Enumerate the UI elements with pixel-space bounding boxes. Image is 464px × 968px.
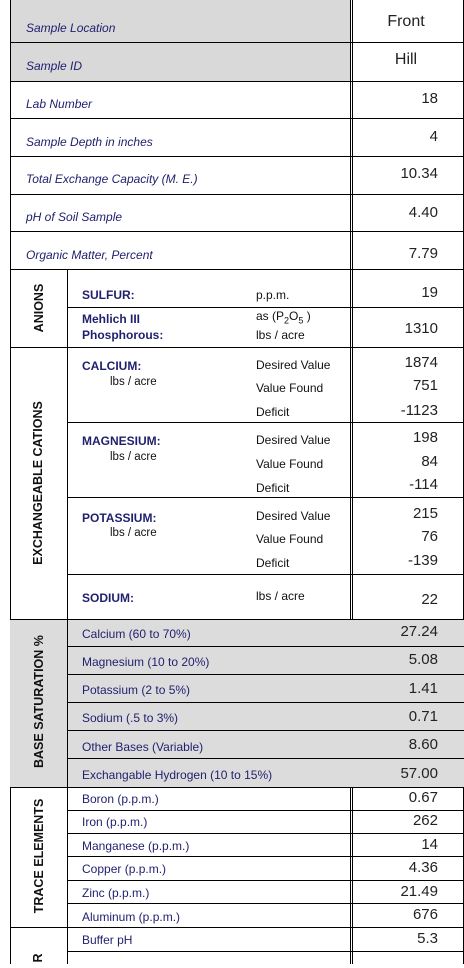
- bs-hydrogen-label: Exchangable Hydrogen (10 to 15%): [82, 768, 273, 782]
- sample-location-label: Sample Location: [26, 21, 116, 35]
- section-column-line: [67, 347, 68, 619]
- row-line: [67, 574, 464, 575]
- sulfur-unit: p.p.m.: [256, 288, 290, 302]
- bs-calcium-label: Calcium (60 to 70%): [82, 627, 191, 641]
- buffer-ph-value: 5.3: [417, 930, 438, 947]
- potassium-desired-value: 215: [412, 505, 438, 522]
- magnesium-desired-label: Desired Value: [256, 433, 331, 447]
- aluminum-value: 676: [412, 906, 438, 923]
- base-saturation-section-label: BASE SATURATION %: [32, 635, 46, 768]
- magnesium-desired-value: 198: [412, 429, 438, 446]
- sample-depth-label: Sample Depth in inches: [26, 135, 153, 149]
- table-left-border: [10, 0, 11, 964]
- calcium-label: CALCIUM:: [82, 359, 142, 373]
- row-line: [10, 231, 464, 232]
- manganese-value: 14: [421, 836, 438, 853]
- phosphorous-label-line1: Mehlich III: [82, 312, 141, 326]
- row-line: [67, 422, 464, 423]
- iron-label: Iron (p.p.m.): [82, 815, 148, 829]
- potassium-found-value: 76: [421, 528, 438, 545]
- bs-sodium-value: 0.71: [408, 708, 438, 725]
- phosphorous-unit-post: ): [303, 309, 311, 323]
- aluminum-label: Aluminum (p.p.m.): [82, 910, 181, 924]
- phosphorous-unit-sub1: 2: [284, 315, 290, 326]
- phosphorous-unit-mid: O: [289, 309, 299, 323]
- lab-number-value: 18: [421, 90, 438, 107]
- sample-id-label: Sample ID: [26, 59, 83, 73]
- magnesium-deficit-value: -114: [409, 476, 438, 493]
- potassium-found-label: Value Found: [256, 532, 324, 546]
- cations-section-label: EXCHANGEABLE CATIONS: [31, 401, 45, 565]
- calcium-sublabel: lbs / acre: [110, 376, 157, 388]
- bs-sodium-label: Sodium (.5 to 3%): [82, 711, 179, 725]
- section-column-line: [67, 927, 68, 964]
- exchange-capacity-value: 10.34: [400, 165, 438, 182]
- row-line: [10, 787, 464, 788]
- section-column-line: [67, 787, 68, 927]
- row-line: [67, 880, 464, 881]
- exchange-capacity-label: Total Exchange Capacity (M. E.): [26, 172, 198, 186]
- potassium-deficit-label: Deficit: [256, 556, 290, 570]
- row-line: [10, 194, 464, 195]
- sample-location-value: Front: [387, 13, 425, 30]
- row-line: [67, 833, 464, 834]
- sodium-value: 22: [421, 591, 438, 608]
- magnesium-found-value: 84: [421, 453, 438, 470]
- calcium-deficit-label: Deficit: [256, 405, 290, 419]
- buffer-ph-label: Buffer pH: [82, 933, 133, 947]
- bs-other-bases-value: 8.60: [408, 736, 438, 753]
- other-section-label: R: [31, 953, 45, 963]
- row-line: [67, 674, 464, 675]
- potassium-label: POTASSIUM:: [82, 511, 157, 525]
- boron-label: Boron (p.p.m.): [82, 792, 159, 806]
- row-line: [67, 856, 464, 857]
- row-line: [67, 730, 464, 731]
- sulfur-label: SULFUR:: [82, 288, 135, 302]
- soil-ph-label: pH of Soil Sample: [26, 210, 123, 224]
- sodium-unit: lbs / acre: [256, 589, 305, 603]
- row-line: [67, 810, 464, 811]
- magnesium-sublabel: lbs / acre: [110, 451, 157, 463]
- organic-matter-label: Organic Matter, Percent: [26, 248, 153, 262]
- calcium-deficit-value: -1123: [400, 402, 438, 419]
- row-line: [67, 646, 464, 647]
- potassium-deficit-value: -139: [407, 552, 438, 569]
- sample-id-value: Hill: [394, 51, 418, 68]
- phosphorous-unit-sub2: 5: [298, 315, 304, 326]
- bs-magnesium-label: Magnesium (10 to 20%): [82, 655, 210, 669]
- soil-ph-value: 4.40: [408, 204, 438, 221]
- phosphorous-unit-line2: lbs / acre: [256, 328, 305, 342]
- row-line: [10, 81, 464, 82]
- trace-elements-section-label: TRACE ELEMENTS: [32, 798, 46, 914]
- phosphorous-unit-pre: as (P: [256, 309, 285, 323]
- row-line: [67, 758, 464, 759]
- calcium-desired-value: 1874: [404, 354, 438, 371]
- copper-label: Copper (p.p.m.): [82, 862, 167, 876]
- potassium-desired-label: Desired Value: [256, 509, 331, 523]
- row-line: [10, 118, 464, 119]
- manganese-label: Manganese (p.p.m.): [82, 839, 190, 853]
- boron-value: 0.67: [408, 789, 438, 806]
- sample-depth-value: 4: [429, 128, 438, 145]
- section-column-line: [67, 269, 68, 347]
- bs-magnesium-value: 5.08: [408, 651, 438, 668]
- row-line: [67, 497, 464, 498]
- sodium-label: SODIUM:: [82, 591, 134, 605]
- row-line: [67, 702, 464, 703]
- zinc-label: Zinc (p.p.m.): [82, 886, 150, 900]
- phosphorous-unit-line1: [256, 309, 311, 325]
- row-line: [10, 927, 464, 928]
- row-line: [10, 269, 464, 270]
- potassium-sublabel: lbs / acre: [110, 527, 157, 539]
- copper-value: 4.36: [408, 859, 438, 876]
- bs-other-bases-label: Other Bases (Variable): [82, 740, 204, 754]
- bs-hydrogen-value: 57.00: [400, 765, 438, 782]
- zinc-value: 21.49: [400, 883, 438, 900]
- section-column-line: [67, 619, 68, 787]
- column-divider: [350, 0, 353, 964]
- lab-number-label: Lab Number: [26, 97, 93, 111]
- phosphorous-label-line2: Phosphorous:: [82, 328, 164, 342]
- calcium-desired-label: Desired Value: [256, 358, 331, 372]
- row-line: [67, 951, 464, 952]
- sulfur-value: 19: [421, 284, 438, 301]
- organic-matter-value: 7.79: [408, 245, 438, 262]
- magnesium-found-label: Value Found: [256, 457, 324, 471]
- magnesium-label: MAGNESIUM:: [82, 434, 161, 448]
- magnesium-deficit-label: Deficit: [256, 481, 290, 495]
- calcium-found-value: 751: [412, 377, 438, 394]
- bs-potassium-label: Potassium (2 to 5%): [82, 683, 191, 697]
- bs-calcium-value: 27.24: [400, 623, 438, 640]
- anions-section-label: ANIONS: [32, 283, 46, 333]
- phosphorous-value: 1310: [404, 320, 438, 337]
- bs-potassium-value: 1.41: [408, 680, 438, 697]
- row-line: [67, 307, 464, 308]
- row-line: [67, 903, 464, 904]
- row-line: [10, 347, 464, 348]
- calcium-found-label: Value Found: [256, 381, 324, 395]
- row-line: [10, 156, 464, 157]
- iron-value: 262: [412, 812, 438, 829]
